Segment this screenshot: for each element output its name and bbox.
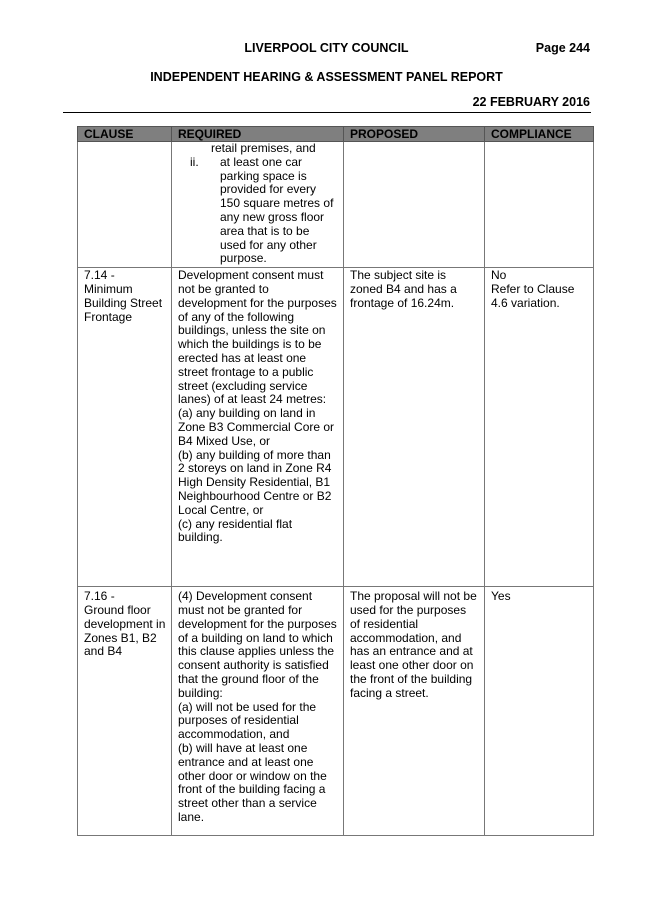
council-name: LIVERPOOL CITY COUNCIL — [244, 41, 409, 55]
subitem-number: ii. — [190, 154, 199, 169]
column-header-clause: CLAUSE — [78, 127, 172, 142]
compliance-cell: Yes — [485, 587, 594, 836]
clause-title: Ground floor development in Zones B1, B2 and B4 — [84, 602, 166, 659]
clause-cell: 7.14 - Minimum Building Street Frontage — [78, 268, 172, 587]
subitem-text: at least one car parking space is provided for every 150 square metres of any new gross floor area that is to be used for any other purpose. — [220, 154, 334, 266]
compliance-note: Refer to Clause 4.6 variation. — [491, 281, 575, 310]
required-intro: Development consent must not be granted to development for the purposes of any of the following buildings, unless the site on which the buildings is to be erected has at least one street frontage to a public street (excluding service lanes) of at least 24 metres: — [178, 268, 337, 407]
proposed-cell: The proposal will not be used for the purposes of residential accommodation, and has an entrance and at least one other door on the front of the building facing a street. — [344, 587, 485, 836]
required-intro: (4) Development consent must not be granted for development for the purposes of a building on land to which this clause applies unless the consent authority is satisfied that the ground floor of the building: — [178, 589, 337, 700]
compliance-cell — [485, 268, 594, 587]
required-cell — [172, 268, 344, 587]
required-subitem — [178, 156, 338, 266]
table-row — [78, 587, 594, 836]
column-header-compliance: COMPLIANCE — [485, 127, 594, 142]
report-date: 22 FEBRUARY 2016 — [472, 95, 590, 109]
compliance-table — [77, 126, 594, 836]
required-item-a: (a) any building on land in Zone B3 Commercial Core or B4 Mixed Use, or — [178, 406, 335, 448]
table-row — [78, 268, 594, 587]
compliance-cell — [485, 142, 594, 268]
compliance-status: No — [491, 268, 507, 283]
required-continuation: retail premises, and — [211, 141, 316, 155]
table-row — [78, 142, 594, 268]
required-item-c: (c) any residential flat building. — [178, 516, 293, 545]
column-header-required: REQUIRED — [172, 127, 344, 142]
required-item-b: (b) any building of more than 2 storeys on land in Zone R4 High Density Residential, B1 Neighbourhood Centre or B2 Local Centre, or — [178, 447, 332, 517]
header-rule — [63, 112, 591, 113]
clause-number: 7.16 - — [84, 589, 115, 604]
required-cell — [172, 142, 344, 268]
proposed-cell: The subject site is zoned B4 and has a frontage of 16.24m. — [344, 268, 485, 587]
table-header-row — [78, 127, 594, 142]
clause-cell — [78, 142, 172, 268]
required-cell — [172, 587, 344, 836]
page-number: Page 244 — [535, 41, 590, 55]
column-header-proposed: PROPOSED — [344, 127, 485, 142]
required-item-a: (a) will not be used for the purposes of residential accommodation, and — [178, 699, 317, 742]
required-item-b: (b) will have at least one entrance and at least one other door or window on the front of the building facing a street other than a service lane. — [178, 740, 327, 824]
report-title: INDEPENDENT HEARING & ASSESSMENT PANEL REPORT — [150, 70, 503, 84]
clause-cell — [78, 587, 172, 836]
proposed-cell — [344, 142, 485, 268]
